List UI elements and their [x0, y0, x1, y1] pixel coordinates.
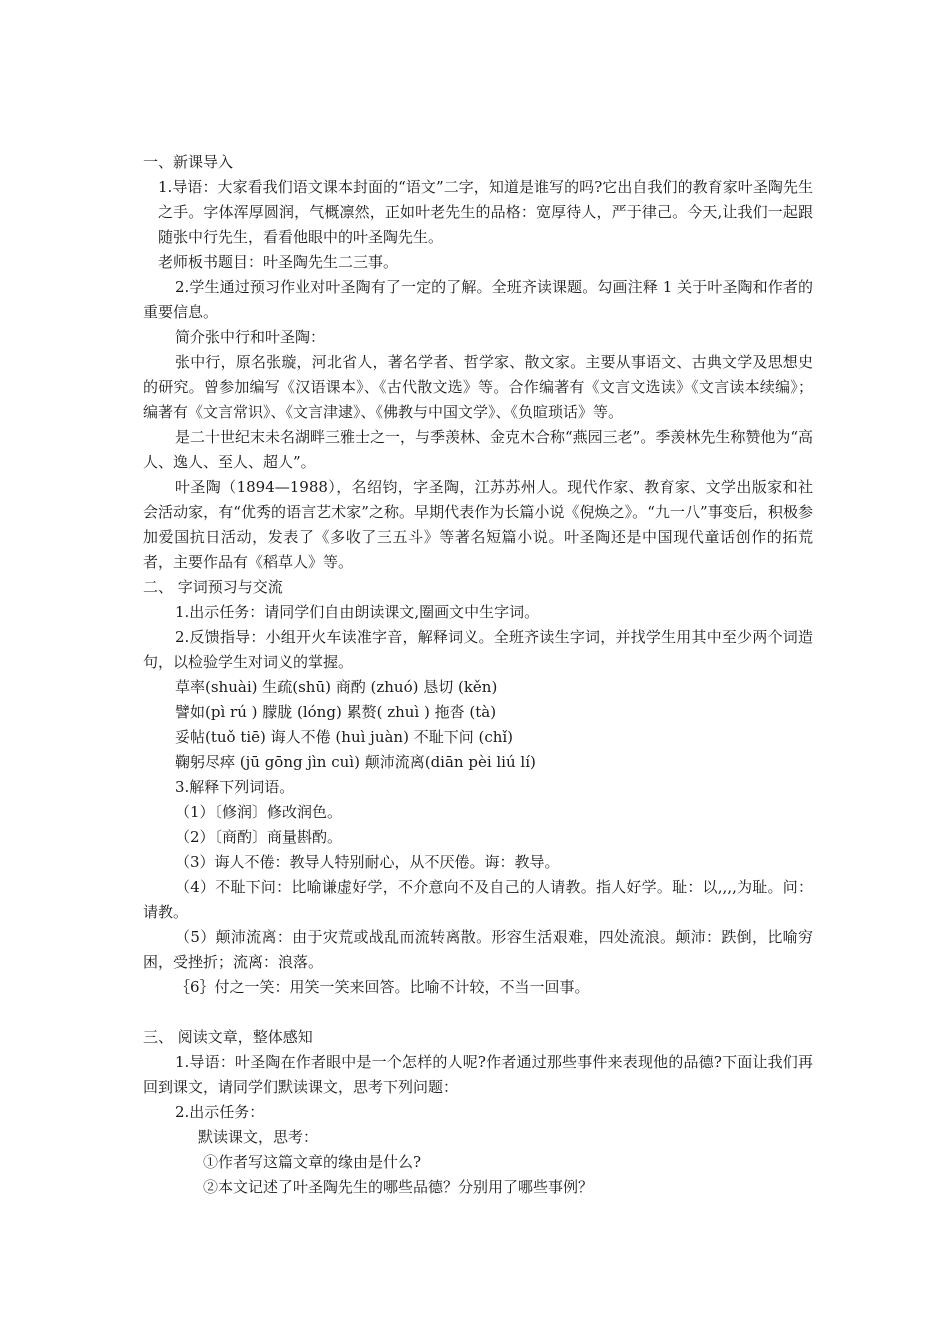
paragraph-yanyuan-sanlao: 是二十世纪末未名湖畔三雅士之一，与季羡林、金克木合称“燕园三老”。季羡林先生称赞他为“高人、逸人、至人、超人”。 — [143, 428, 814, 471]
spacer — [143, 1000, 813, 1025]
vocab-line-1: 草率(shuài) 生疏(shū) 商酌 (zhuó) 恳切 (kěn) — [175, 678, 498, 696]
vocab-line-2: 譬如(pì rú ) 朦胧 (lóng) 累赘( zhuì ) 拖沓 (tà) — [175, 703, 497, 721]
paragraph-feedback: 2.反馈指导：小组开火车读准字音，解释词义。全班齐读生字词，并找学生用其中至少两个词造句，以检验学生对词义的掌握。 — [143, 628, 813, 671]
paragraph-reading-guide: 1.导语：叶圣陶在作者眼中是一个怎样的人呢?作者通过那些事件来表现他的品德?下面让我们再回到课文，请同学们默读课文，思考下列问题： — [143, 1053, 813, 1096]
paragraph-silent-read: 默读课文，思考： — [198, 1128, 319, 1146]
definition-1: （1）〔修润〕修改润色。 — [175, 803, 343, 821]
definition-5: （5）颠沛流离：由于灾荒或战乱而流转离散。形容生活艰难，四处流浪。颠沛：跌倒，比喻穷困，受挫折；流离：浪落。 — [143, 928, 813, 971]
question-1: ①作者写这篇文章的缘由是什么? — [203, 1153, 422, 1171]
section-heading-1: 一、新课导入 — [143, 153, 234, 171]
vocab-line-4: 鞠躬尽瘁 (jū gōng jìn cuì) 颠沛流离(diān pèi liú lí) — [175, 753, 536, 771]
definition-4: （4）不耻下问：比喻谦虚好学，不介意向不及自己的人请教。指人好学。耻：以,,,,为耻。问：请教。 — [143, 878, 813, 921]
section-heading-2: 二、 字词预习与交流 — [143, 578, 283, 596]
paragraph-intro-authors: 简介张中行和叶圣陶： — [175, 328, 326, 346]
paragraph-task-2: 2.出示任务： — [175, 1103, 265, 1121]
paragraph-task-1: 1.出示任务：请同学们自由朗读课文,圈画文中生字词。 — [175, 603, 540, 621]
document-page — [143, 150, 813, 1200]
paragraph-preview-task: 2.学生通过预习作业对叶圣陶有了一定的了解。全班齐读课题。勾画注释 1 关于叶圣陶和作者的重要信息。 — [143, 278, 813, 321]
paragraph-zhang-zhongxing: 张中行，原名张璇，河北省人，著名学者、哲学家、散文家。主要从事语文、古典文学及思想史的研究。曾参加编写《汉语课本》、《古代散文选》等。合作编著有《文言文选读》《文言读本续编》；编著有《文言常识》、《文言津逮》、《佛教与中国文学》、《负暄琐话》等。 — [143, 353, 813, 421]
vocab-line-3: 妥帖(tuǒ tiē) 诲人不倦 (huì juàn) 不耻下问 (chǐ) — [175, 728, 514, 746]
question-2: ②本文记述了叶圣陶先生的哪些品德？分别用了哪些事例？ — [203, 1178, 594, 1196]
definition-6: ｛6｝付之一笑：用笑一笑来回答。比喻不计较，不当一回事。 — [175, 978, 590, 996]
definition-3: （3）诲人不倦：教导人特别耐心，从不厌倦。诲：教导。 — [175, 853, 560, 871]
paragraph-intro-guide: 1.导语：大家看我们语文课本封面的“语文”二字，知道是谁写的吗?它出自我们的教育家叶圣陶先生之手。字体浑厚圆润，气概凛然，正如叶老先生的品格：宽厚待人，严于律己。今天,让我们一起跟随张中行先生，看看他眼中的叶圣陶先生。 — [158, 178, 813, 246]
paragraph-explain-words: 3.解释下列词语。 — [175, 778, 295, 796]
section-heading-3: 三、 阅读文章，整体感知 — [143, 1028, 313, 1046]
paragraph-board-title: 老师板书题目：叶圣陶先生二三事。 — [158, 253, 399, 271]
paragraph-ye-shengtao: 叶圣陶（1894—1988），名绍钧，字圣陶，江苏苏州人。现代作家、教育家、文学出版家和社会活动家，有“优秀的语言艺术家”之称。早期代表作为长篇小说《倪焕之》。“九一八”事变后，积极参加爱国抗日活动，发表了《多收了三五斗》等著名短篇小说。叶圣陶还是中国现代童话创作的拓荒者，主要作品有《稻草人》等。 — [143, 478, 813, 571]
definition-2: （2）〔商酌〕商量斟酌。 — [175, 828, 343, 846]
